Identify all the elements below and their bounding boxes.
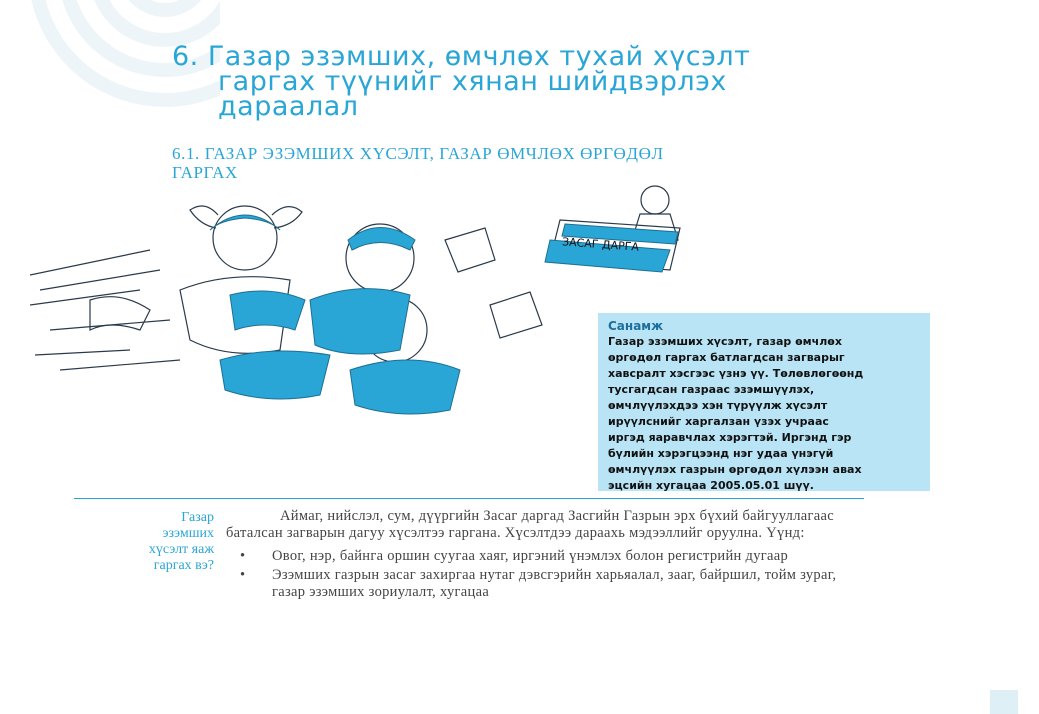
reminder-text: Газар эзэмших хүсэлт, газар өмчлөх өргөдөл гаргах батлагдсан загварыг хавсралт хэсгээс үзнэ үү. Төлөвлөгөөнд тусгагдсан газраас эзэмшүүлэх, өмчлүүлэхдээ хэн түрүүлж хүсэлт ирүүлснийг харгалзан үзэх учраас иргэд яаравчлах хэрэгтэй. Иргэнд гэр бүлийн хэрэгцээнд нэг удаа үнэгүй өмчлүүлэх газрын өргөдөл хүлээн авах эцсийн хугацаа 2005.05.01 шүү.	[608, 335, 864, 492]
body-paragraph: Аймаг, нийслэл, сум, дүүргийн Засаг даргад Засгийн Газрын эрх бүхий байгууллагаас баталсан загварын дагуу хүсэлтээ гаргана. Хүсэлтдээ дараахь мэдээллийг оруулна. Үүнд:	[226, 508, 834, 541]
title-line-2: гаргах түүнийг хянан шийдвэрлэх	[218, 66, 727, 97]
desk-sign: ЗАСАГ ДАРГА	[561, 235, 640, 254]
subtitle-line-2: ГАРГАХ	[172, 163, 238, 182]
list-item: • Овог, нэр, байнга оршин суугаа хаяг, иргэний үнэмлэх болон регистрийн дугаар	[240, 548, 789, 564]
side-question: Газар эзэмших хүсэлт яаж гаргах вэ?	[148, 510, 214, 573]
subtitle-line-1: 6.1. ГАЗАР ЭЗЭМШИХ ХҮСЭЛТ, ГАЗАР ӨМЧЛӨХ ӨРГӨДӨЛ	[172, 144, 664, 163]
list-item: • Эзэмших газрын засаг захиргаа нутаг дэвсгэрийн харьяалал, зааг, байршил, тойм зураг, газар эзэмших зориулалт, хугацаа	[240, 567, 837, 600]
title-line-1: 6. Газар эзэмших, өмчлөх тухай хүсэлт	[172, 41, 751, 72]
section-title	[172, 41, 872, 122]
requirements-list	[226, 548, 846, 601]
page-corner-tab	[990, 690, 1018, 714]
subsection-title	[172, 144, 872, 182]
reminder-box	[598, 313, 930, 491]
body-text	[226, 508, 846, 603]
title-line-3: дараалал	[218, 91, 359, 122]
divider	[74, 498, 864, 499]
list-item-text: Эзэмших газрын засаг захиргаа нутаг дэвсгэрийн харьяалал, зааг, байршил, тойм зураг, газар эзэмших зориулалт, хугацаа	[272, 567, 837, 600]
reminder-heading: Санамж	[608, 319, 664, 333]
list-item-text: Овог, нэр, байнга оршин суугаа хаяг, иргэний үнэмлэх болон регистрийн дугаар	[272, 548, 789, 564]
